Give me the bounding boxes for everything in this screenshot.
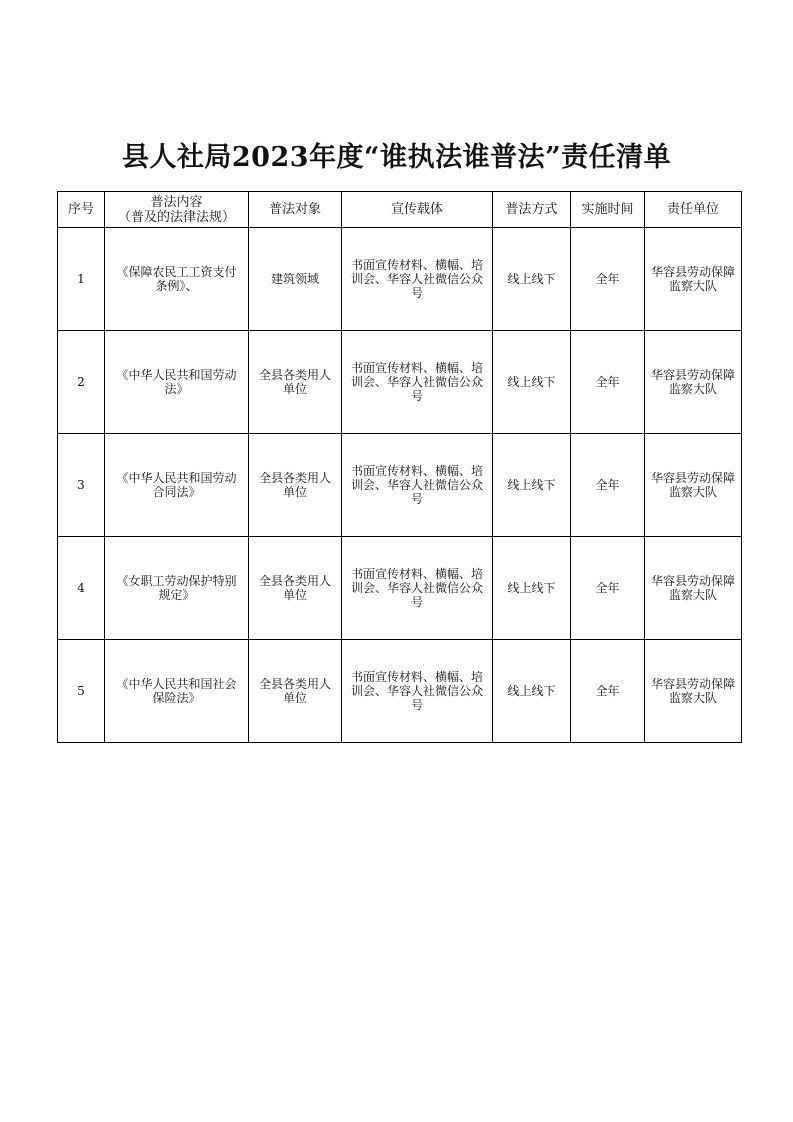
cell-method: 线上线下 <box>493 331 571 434</box>
cell-no: 3 <box>58 434 105 537</box>
header-method: 普法方式 <box>493 192 571 228</box>
table-row <box>58 640 742 743</box>
cell-time: 全年 <box>571 537 645 640</box>
cell-unit: 华容县劳动保障监察大队 <box>645 640 742 743</box>
responsibility-table <box>57 191 742 743</box>
header-content <box>105 192 249 228</box>
header-time: 实施时间 <box>571 192 645 228</box>
table-row <box>58 434 742 537</box>
cell-unit: 华容县劳动保障监察大队 <box>645 537 742 640</box>
cell-method: 线上线下 <box>493 434 571 537</box>
cell-no: 4 <box>58 537 105 640</box>
header-target: 普法对象 <box>249 192 342 228</box>
cell-content: 《女职工劳动保护特别规定》 <box>105 537 249 640</box>
cell-time: 全年 <box>571 331 645 434</box>
cell-target: 全县各类用人单位 <box>249 434 342 537</box>
cell-content: 《中华人民共和国劳动合同法》 <box>105 434 249 537</box>
cell-carrier: 书面宣传材料、横幅、培训会、华容人社微信公众号 <box>342 640 493 743</box>
header-unit: 责任单位 <box>645 192 742 228</box>
cell-time: 全年 <box>571 434 645 537</box>
cell-carrier: 书面宣传材料、横幅、培训会、华容人社微信公众号 <box>342 331 493 434</box>
cell-no: 5 <box>58 640 105 743</box>
table-row <box>58 537 742 640</box>
cell-method: 线上线下 <box>493 228 571 331</box>
cell-time: 全年 <box>571 228 645 331</box>
cell-no: 1 <box>58 228 105 331</box>
cell-content: 《中华人民共和国劳动法》 <box>105 331 249 434</box>
cell-carrier: 书面宣传材料、横幅、培训会、华容人社微信公众号 <box>342 228 493 331</box>
header-no: 序号 <box>58 192 105 228</box>
cell-content: 《中华人民共和国社会保险法》 <box>105 640 249 743</box>
cell-carrier: 书面宣传材料、横幅、培训会、华容人社微信公众号 <box>342 434 493 537</box>
cell-method: 线上线下 <box>493 537 571 640</box>
cell-target: 全县各类用人单位 <box>249 537 342 640</box>
cell-target: 全县各类用人单位 <box>249 640 342 743</box>
cell-unit: 华容县劳动保障监察大队 <box>645 228 742 331</box>
cell-unit: 华容县劳动保障监察大队 <box>645 331 742 434</box>
cell-method: 线上线下 <box>493 640 571 743</box>
header-content-line2: （普及的法律法规） <box>117 209 235 225</box>
cell-no: 2 <box>58 331 105 434</box>
cell-content: 《保障农民工工资支付条例》、 <box>105 228 249 331</box>
header-content-line1: 普法内容 <box>150 194 203 210</box>
cell-target: 全县各类用人单位 <box>249 331 342 434</box>
cell-time: 全年 <box>571 640 645 743</box>
page-title: 县人社局2023年度“谁执法谁普法”责任清单 <box>121 142 672 173</box>
table-row <box>58 228 742 331</box>
cell-target: 建筑领域 <box>249 228 342 331</box>
cell-carrier: 书面宣传材料、横幅、培训会、华容人社微信公众号 <box>342 537 493 640</box>
table-row <box>58 331 742 434</box>
table-header-row <box>58 192 742 228</box>
cell-unit: 华容县劳动保障监察大队 <box>645 434 742 537</box>
header-carrier: 宣传载体 <box>342 192 493 228</box>
